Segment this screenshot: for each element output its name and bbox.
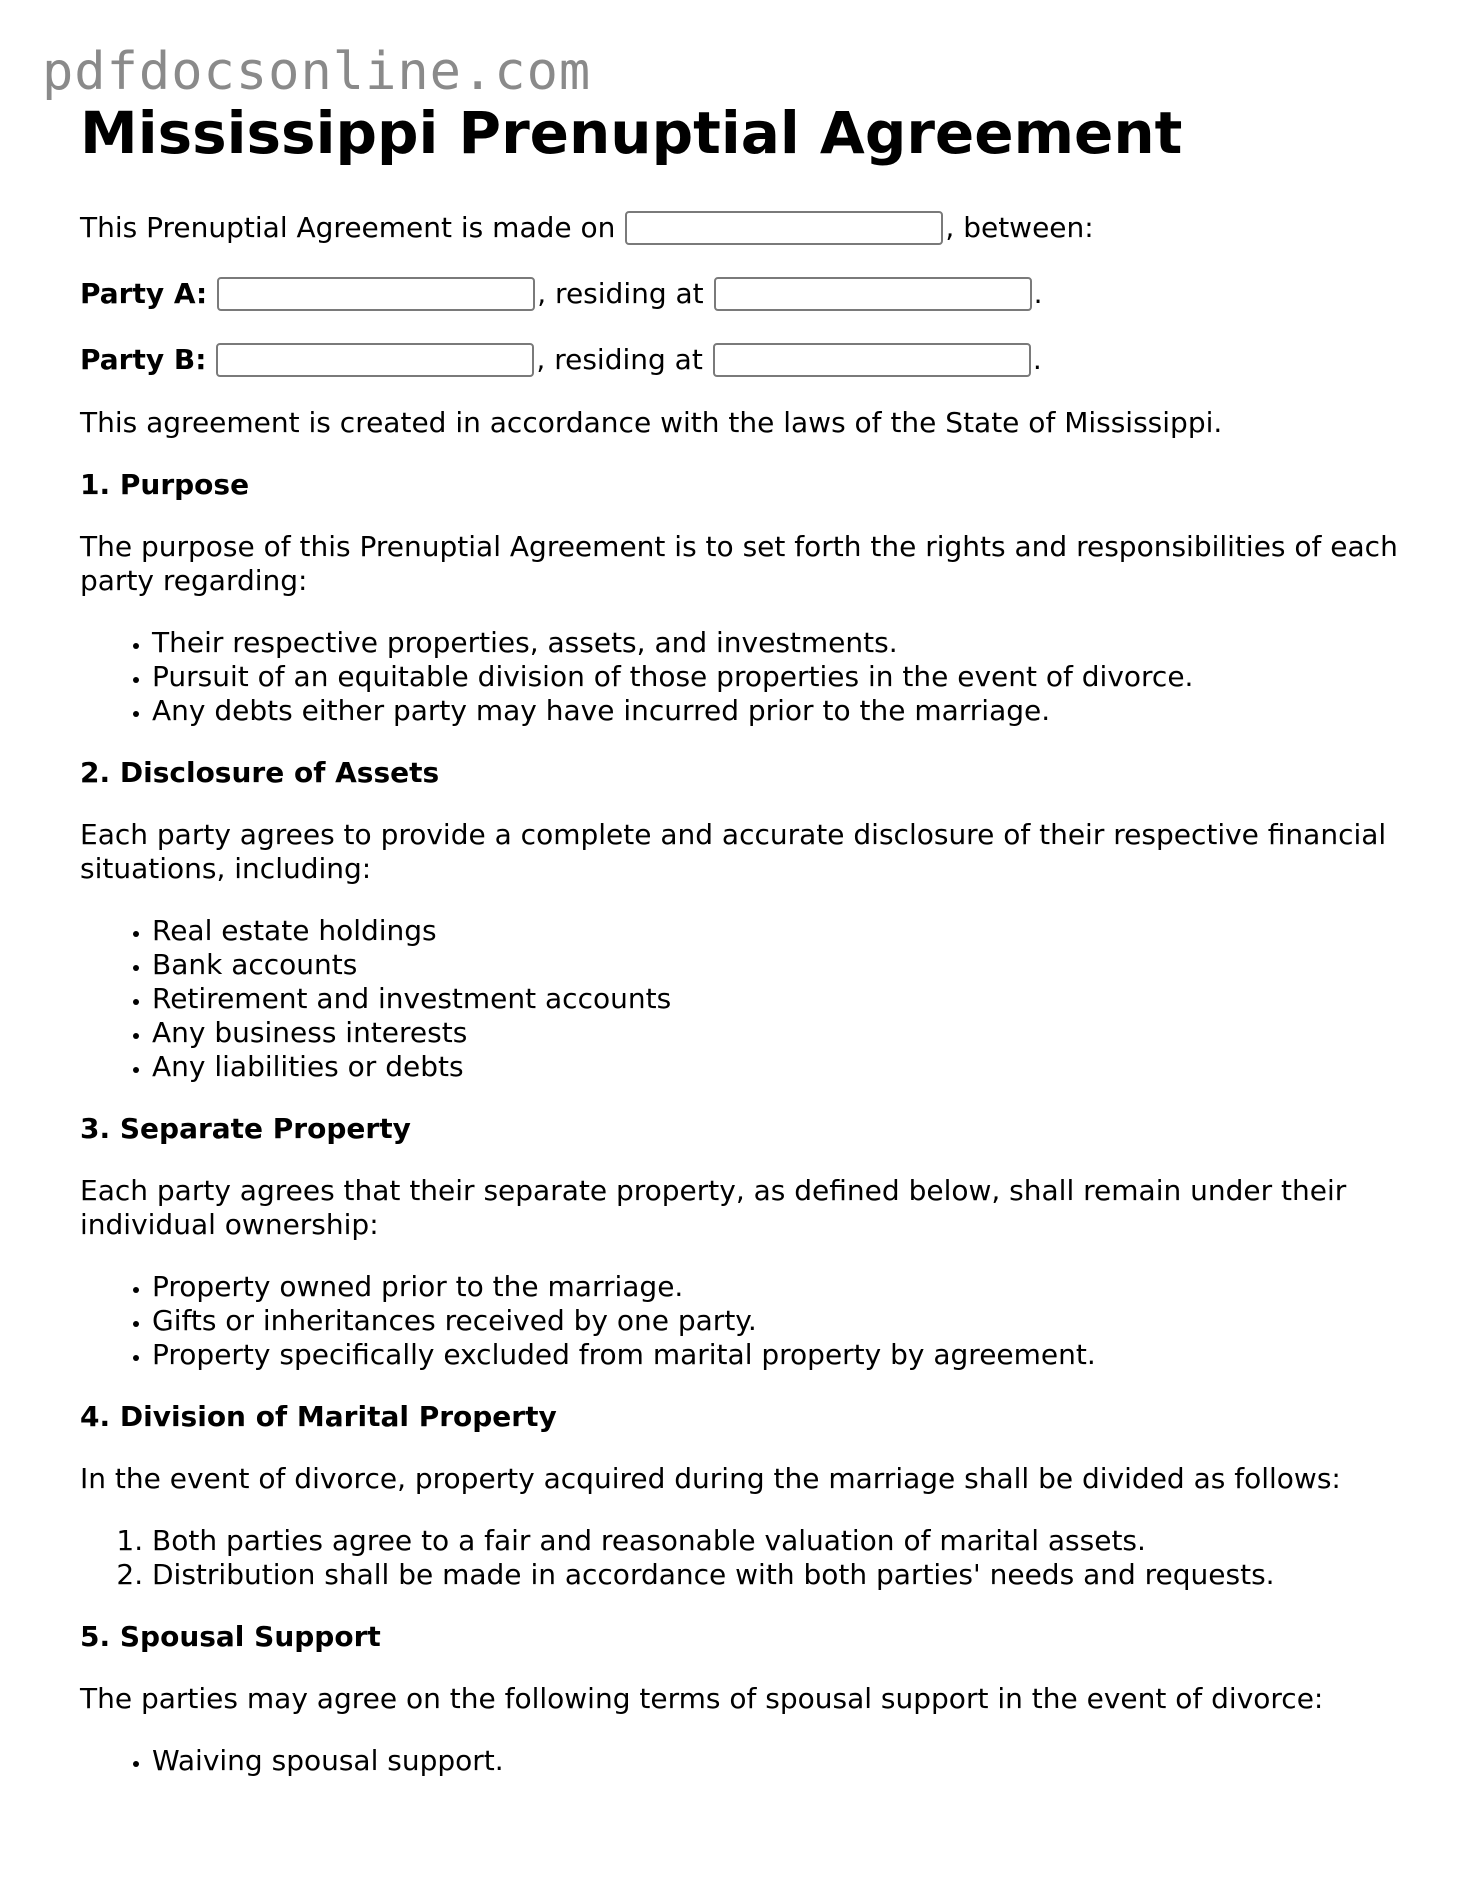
party-b-end: . (1032, 343, 1042, 376)
law-statement: This agreement is created in accordance with the laws of the State of Mississippi. (80, 406, 1223, 439)
document-title: Mississippi Prenuptial Agreement (80, 99, 1183, 167)
section-text: The purpose of this Prenuptial Agreement is to set forth the rights and responsibilities of each party regarding: (80, 530, 1398, 597)
document-body (80, 208, 1400, 1806)
section-list (80, 1744, 1400, 1778)
intro-line (80, 208, 1400, 248)
party-a-end: . (1033, 277, 1043, 310)
list-item: 2. Distribution shall be made in accordance with both parties' needs and requests. (152, 1558, 1400, 1592)
section-text: The parties may agree on the following terms of spousal support in the event of divorce: (80, 1682, 1324, 1715)
party-a-name-field[interactable] (217, 277, 535, 311)
section-list (80, 914, 1400, 1084)
list-item: • Pursuit of an equitable division of those properties in the event of divorce. (152, 660, 1400, 694)
section-heading: 2. Disclosure of Assets (80, 756, 440, 789)
party-b-line (80, 340, 1400, 380)
list-item: • Any business interests (152, 1016, 1400, 1050)
section-heading: 3. Separate Property (80, 1112, 411, 1145)
list-item: • Bank accounts (152, 948, 1400, 982)
party-a-address-field[interactable] (714, 277, 1032, 311)
party-b-name-field[interactable] (216, 343, 534, 377)
intro-prefix: This Prenuptial Agreement is made on (80, 211, 616, 244)
party-a-line (80, 274, 1400, 314)
list-item: • Any debts either party may have incurred prior to the marriage. (152, 694, 1400, 728)
section-heading: 5. Spousal Support (80, 1620, 381, 1653)
list-item: • Gifts or inheritances received by one party. (152, 1304, 1400, 1338)
party-b-residing-text: , residing at (536, 343, 703, 376)
party-a-residing-text: , residing at (537, 277, 704, 310)
section-text: Each party agrees that their separate property, as defined below, shall remain under their individual ownership: (80, 1174, 1347, 1241)
list-item: • Retirement and investment accounts (152, 982, 1400, 1016)
section-heading: 1. Purpose (80, 468, 250, 501)
agreement-date-field[interactable] (625, 211, 943, 245)
section-text: In the event of divorce, property acquired during the marriage shall be divided as follows: (80, 1462, 1341, 1495)
list-item: • Property owned prior to the marriage. (152, 1270, 1400, 1304)
section-list (80, 1270, 1400, 1372)
watermark: pdfdocsonline.com (42, 42, 592, 102)
list-item: • Property specifically excluded from marital property by agreement. (152, 1338, 1400, 1372)
section-heading: 4. Division of Marital Property (80, 1400, 557, 1433)
party-b-label: Party B: (80, 343, 207, 376)
party-a-label: Party A: (80, 277, 208, 310)
intro-suffix: , between: (945, 211, 1094, 244)
list-item: • Their respective properties, assets, and investments. (152, 626, 1400, 660)
section-list (80, 626, 1400, 728)
party-b-address-field[interactable] (713, 343, 1031, 377)
list-item: • Any liabilities or debts (152, 1050, 1400, 1084)
section-numbered-list (80, 1524, 1400, 1592)
list-item: • Waiving spousal support. (152, 1744, 1400, 1778)
section-text: Each party agrees to provide a complete and accurate disclosure of their respective financial situations, including: (80, 818, 1387, 885)
list-item: 1. Both parties agree to a fair and reasonable valuation of marital assets. (152, 1524, 1400, 1558)
list-item: • Real estate holdings (152, 914, 1400, 948)
